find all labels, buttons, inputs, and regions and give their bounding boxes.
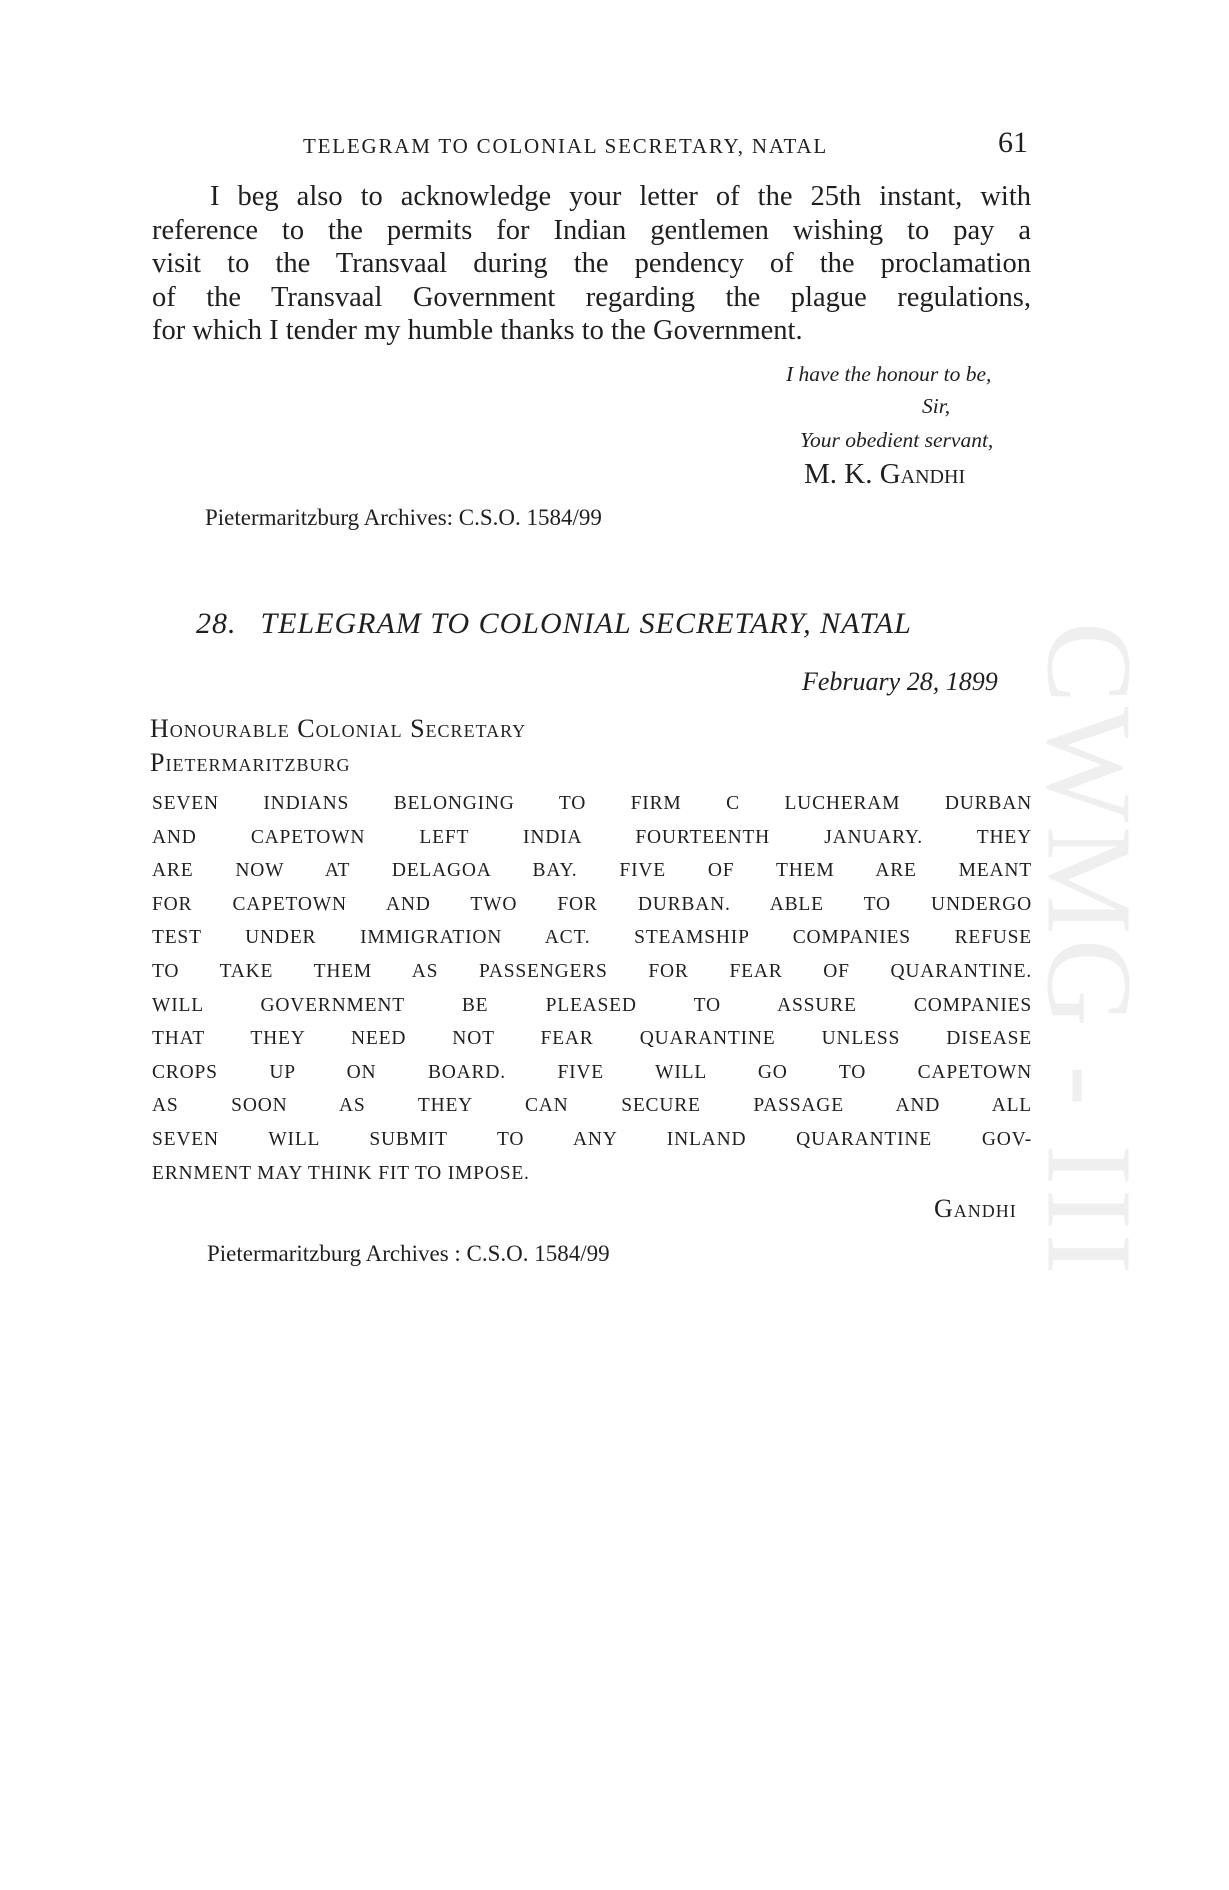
paragraph-line: visit to the Transvaal during the pendency of the proclamation xyxy=(152,248,1031,279)
letter-signature: M. K. Gandhi xyxy=(804,458,966,490)
watermark xyxy=(1008,555,1168,1345)
addressee-line: Honourable Colonial Secretary xyxy=(150,714,527,743)
closing-line: I have the honour to be, xyxy=(786,362,992,386)
section-number: 28. xyxy=(196,607,237,640)
section-heading xyxy=(196,607,912,641)
telegram-signature: Gandhi xyxy=(934,1194,1017,1223)
letter-source: Pietermaritzburg Archives: C.S.O. 1584/99 xyxy=(205,505,602,530)
telegram-line: TO TAKE THEM AS PASSENGERS FOR FEAR OF QUARANTINE. xyxy=(152,960,1032,982)
telegram-line: ERNMENT MAY THINK FIT TO IMPOSE. xyxy=(152,1162,530,1184)
telegram-line: AS SOON AS THEY CAN SECURE PASSAGE AND ALL xyxy=(152,1095,1032,1117)
closing-line: Your obedient servant, xyxy=(800,428,994,452)
telegram-line: WILL GOVERNMENT BE PLEASED TO ASSURE COMPANIES xyxy=(152,994,1032,1016)
watermark-text: CWMG - III xyxy=(1021,621,1156,1279)
telegram-line: FOR CAPETOWN AND TWO FOR DURBAN. ABLE TO UNDERGO xyxy=(152,893,1032,915)
letter-paragraph xyxy=(152,180,1031,348)
telegram-line: ARE NOW AT DELAGOA BAY. FIVE OF THEM ARE MEANT xyxy=(152,860,1032,882)
running-head: TELEGRAM TO COLONIAL SECRETARY, NATAL xyxy=(303,134,829,158)
telegram-line: TEST UNDER IMMIGRATION ACT. STEAMSHIP COMPANIES REFUSE xyxy=(152,927,1032,949)
telegram-body xyxy=(152,787,1032,1190)
paragraph-line: of the Transvaal Government regarding the plague regulations, xyxy=(152,281,1031,313)
telegram-line: CROPS UP ON BOARD. FIVE WILL GO TO CAPETOWN xyxy=(152,1061,1032,1083)
section-title: TELEGRAM TO COLONIAL SECRETARY, NATAL xyxy=(260,607,912,640)
paragraph-line: reference to the permits for Indian gentlemen wishing to pay a xyxy=(152,214,1031,246)
telegram-source: Pietermaritzburg Archives : C.S.O. 1584/99 xyxy=(207,1241,610,1266)
page-number: 61 xyxy=(998,126,1028,159)
paragraph-line: I beg also to acknowledge your letter of the 25th instant, with xyxy=(210,181,1031,212)
closing-line: Sir, xyxy=(922,394,951,418)
telegram-line: THAT THEY NEED NOT FEAR QUARANTINE UNLESS DISEASE xyxy=(152,1028,1032,1050)
paragraph-line: for which I tender my humble thanks to the Government. xyxy=(152,315,803,346)
telegram-date: February 28, 1899 xyxy=(802,667,998,696)
addressee-line: Pietermaritzburg xyxy=(150,748,351,777)
telegram-line: AND CAPETOWN LEFT INDIA FOURTEENTH JANUARY. THEY xyxy=(152,826,1032,848)
telegram-line: SEVEN WILL SUBMIT TO ANY INLAND QUARANTINE GOV- xyxy=(152,1128,1032,1150)
telegram-line: SEVEN INDIANS BELONGING TO FIRM C LUCHERAM DURBAN xyxy=(152,793,1032,814)
